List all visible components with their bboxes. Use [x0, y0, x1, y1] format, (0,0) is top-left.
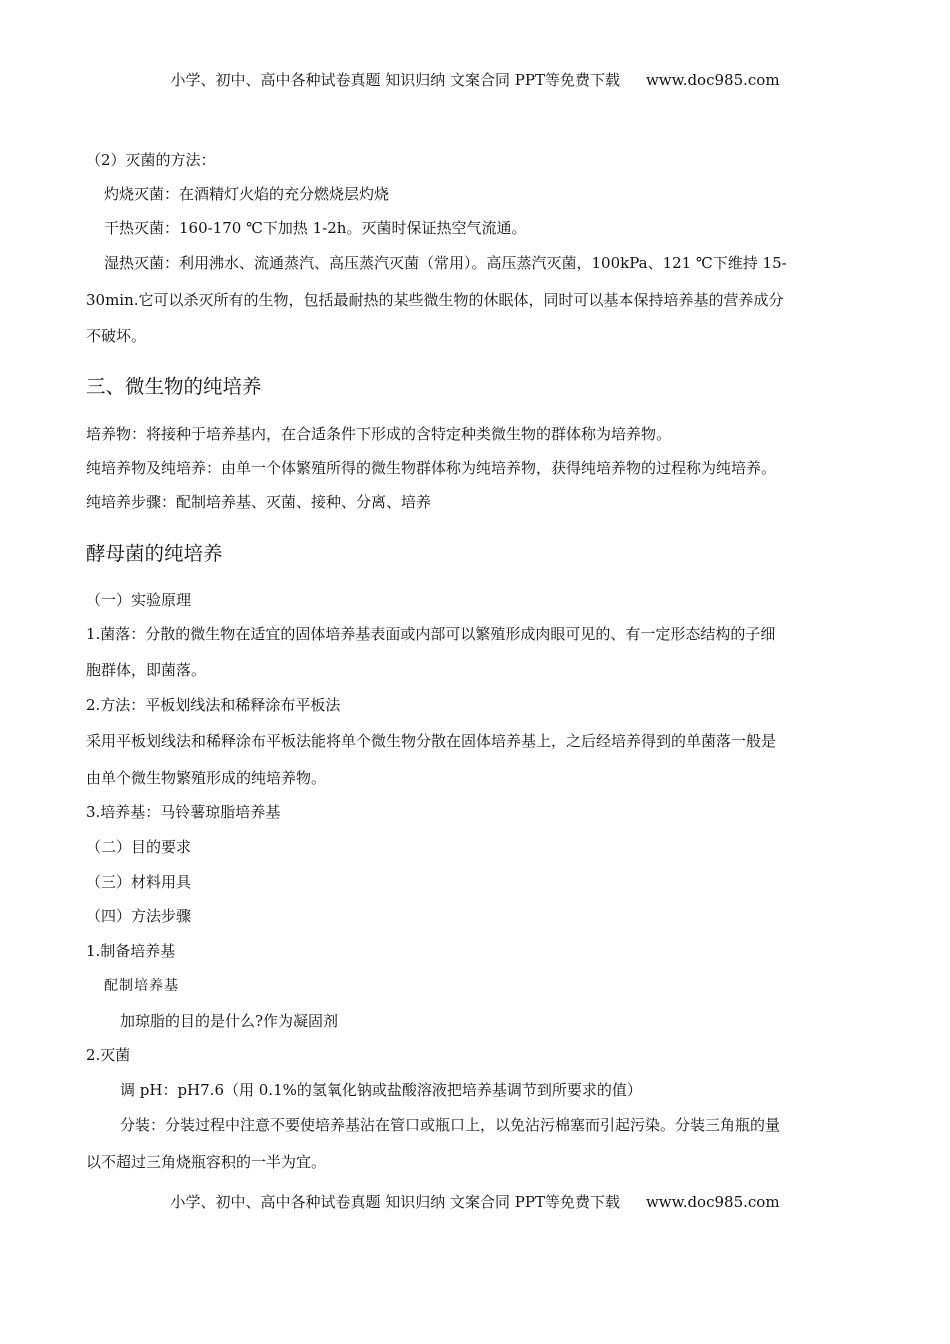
method-steps-title: （四）方法步骤 — [86, 907, 192, 925]
step1-title: 1.制备培养基 — [86, 942, 176, 960]
flame-sterilization: 灼烧灭菌：在酒精灯火焰的充分燃烧层灼烧 — [104, 185, 390, 203]
step2-title: 2.灭菌 — [86, 1046, 131, 1064]
method-desc-2: 由单个微生物繁殖形成的纯培养物。 — [86, 769, 327, 787]
principle-title: （一）实验原理 — [86, 591, 192, 609]
colony-line-1: 1.菌落：分散的微生物在适宜的固体培养基表面或内部可以繁殖形成肉眼可见的、有一定形态结构的子细 — [86, 625, 776, 643]
dispense-line-1: 分装：分装过程中注意不要使培养基沾在管口或瓶口上，以免沾污棉塞而引起污染。分装三角瓶的量 — [120, 1116, 781, 1134]
medium-line: 3.培养基：马铃薯琼脂培养基 — [86, 803, 281, 821]
footer-text: 小学、初中、高中各种试卷真题 知识归纳 文案合同 PPT等免费下载 — [170, 1193, 620, 1211]
sterilization-title: （2）灭菌的方法： — [86, 151, 216, 169]
agar-question: 加琼脂的目的是什么?作为凝固剂 — [120, 1012, 339, 1030]
page-header — [0, 69, 950, 90]
step1-subtitle: 配制培养基 — [104, 978, 179, 994]
method-line: 2.方法：平板划线法和稀释涂布平板法 — [86, 696, 341, 714]
yeast-heading: 酵母菌的纯培养 — [86, 542, 223, 565]
culture-definition: 培养物：将接种于培养基内，在合适条件下形成的含特定种类微生物的群体称为培养物。 — [86, 425, 672, 443]
dry-heat-sterilization: 干热灭菌：160-170 ℃下加热 1-2h。灭菌时保证热空气流通。 — [104, 219, 527, 237]
wet-heat-line-1: 湿热灭菌：利用沸水、流通蒸汽、高压蒸汽灭菌（常用）。高压蒸汽灭菌，100kPa、121 ℃下维持 15- — [104, 254, 787, 272]
footer-site-link[interactable]: www.doc985.com — [645, 1193, 780, 1211]
goal-title: （二）目的要求 — [86, 838, 192, 856]
pure-culture-definition: 纯培养物及纯培养：由单一个体繁殖所得的微生物群体称为纯培养物，获得纯培养物的过程称为纯培养。 — [86, 459, 777, 477]
wet-heat-line-2: 30min.它可以杀灭所有的生物，包括最耐热的某些微生物的休眠体，同时可以基本保持培养基的营养成分 — [86, 291, 784, 309]
header-site-link[interactable]: www.doc985.com — [645, 71, 780, 89]
pure-culture-steps: 纯培养步骤：配制培养基、灭菌、接种、分离、培养 — [86, 493, 432, 511]
ph-adjust: 调 pH：pH7.6（用 0.1%的氢氧化钠或盐酸溶液把培养基调节到所要求的值） — [120, 1081, 642, 1099]
section3-heading: 三、微生物的纯培养 — [86, 375, 262, 398]
colony-line-2: 胞群体，即菌落。 — [86, 661, 207, 679]
materials-title: （三）材料用具 — [86, 873, 192, 891]
wet-heat-line-3: 不破坏。 — [86, 327, 147, 345]
page-footer — [0, 1191, 950, 1212]
dispense-line-2: 以不超过三角烧瓶容积的一半为宜。 — [86, 1153, 327, 1171]
header-text: 小学、初中、高中各种试卷真题 知识归纳 文案合同 PPT等免费下载 — [170, 71, 620, 89]
method-desc-1: 采用平板划线法和稀释涂布平板法能将单个微生物分散在固体培养基上，之后经培养得到的单菌落一般是 — [86, 732, 777, 750]
